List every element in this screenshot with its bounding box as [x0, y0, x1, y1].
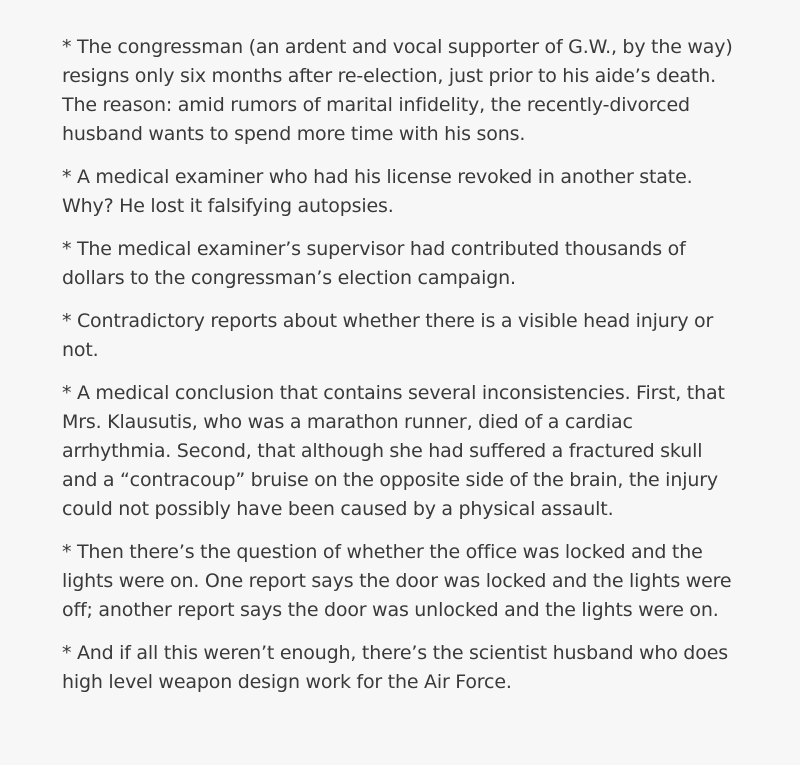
paragraph-contradictory-reports: * Contradictory reports about whether there is a visible head injury or not. [62, 310, 714, 361]
paragraph-congressman-resignation: * The congressman (an ardent and vocal supporter of G.W., by the way) resigns only six months after re-election, just prior to his aide’s death. The reason: amid rumors of marital infidelity, the recently-divorced husband wants to spend more time with his sons. [62, 36, 733, 145]
paragraph-scientist-husband: * And if all this weren’t enough, there’s the scientist husband who does high level weapon design work for the Air Force. [62, 642, 728, 693]
paragraph-supervisor-contributions: * The medical examiner’s supervisor had contributed thousands of dollars to the congressman’s election campaign. [62, 238, 686, 289]
paragraph-medical-conclusion: * A medical conclusion that contains several inconsistencies. First, that Mrs. Klausutis, who was a marathon runner, died of a cardiac arrhythmia. Second, that although she had suffered a fractured skull and a “contracoup” bruise on the opposite side of the brain, the injury could not possibly have been caused by a physical assault. [62, 382, 725, 520]
paragraph-office-locked-lights: * Then there’s the question of whether the office was locked and the lights were on. One report says the door was locked and the lights were off; another report says the door was unlocked and the lights were on. [62, 541, 732, 621]
paragraph-medical-examiner-license: * A medical examiner who had his license revoked in another state. Why? He lost it falsifying autopsies. [62, 166, 693, 217]
